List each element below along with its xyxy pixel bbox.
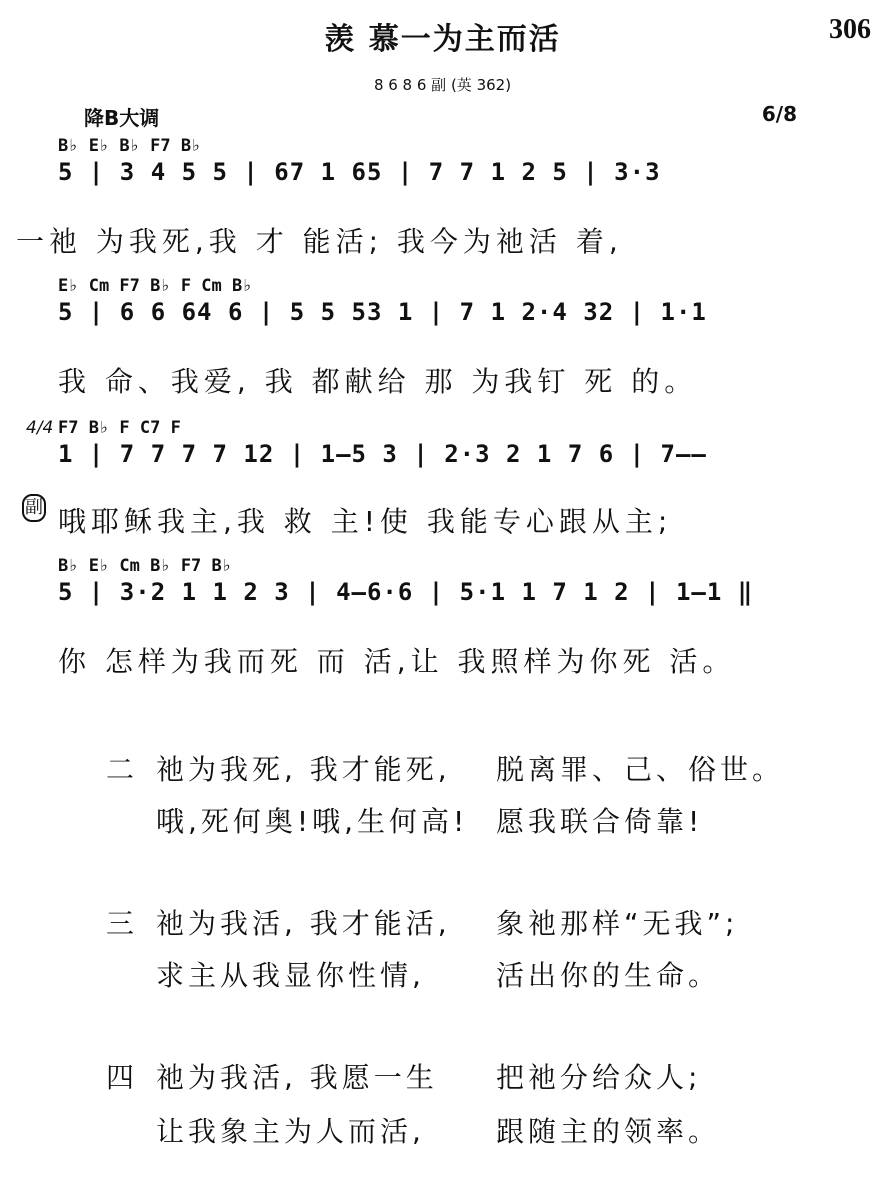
refrain-marker: 副 xyxy=(22,494,46,522)
page-number: 306 xyxy=(829,14,871,45)
notation-line: 5 | 6 6 64 6 | 5 5 53 1 | 7 1 2·4 32 | 1·1 xyxy=(58,298,707,326)
verse-number: 三 xyxy=(106,907,135,940)
hymn-title: 羡 慕一为主而活 xyxy=(324,22,561,57)
verse-line: 活出你的生命。 xyxy=(496,959,721,992)
notation-line: 1 | 7 7 7 7 12 | 1–5 3 | 2·3 2 1 7 6 | 7–– xyxy=(58,440,707,468)
verse-line: 脱离罪、己、俗世。 xyxy=(496,753,785,786)
lyric-line: 一祂 为我死,我 才 能活; 我今为祂活 着, xyxy=(16,225,623,258)
verse-line: 哦,死何奥!哦,生何高! xyxy=(156,805,469,838)
time-change: 4/4 xyxy=(26,418,54,438)
meter-info: 8 6 8 6 副 (英 362) xyxy=(373,76,512,94)
notation-line: 5 | 3·2 1 1 2 3 | 4–6·6 | 5·1 1 7 1 2 | 1–1 ‖ xyxy=(58,578,754,606)
verse-line: 象祂那样“无我”; xyxy=(496,907,739,940)
lyric-line: 哦耶稣我主,我 救 主!使 我能专心跟从主; xyxy=(58,505,673,538)
verse-line: 祂为我死, 我才能死, xyxy=(156,753,451,786)
lyric-line: 我 命、我爱, 我 都献给 那 为我钉 死 的。 xyxy=(58,365,698,398)
verse-line: 祂为我活, 我愿一生 xyxy=(156,1061,438,1094)
notation-line: 5 | 3 4 5 5 | 67 1 65 | 7 7 1 2 5 | 3·3 xyxy=(58,158,661,186)
time-signature: 6/8 xyxy=(761,102,797,126)
verse-line: 祂为我活, 我才能活, xyxy=(156,907,451,940)
verse-number: 二 xyxy=(106,753,135,786)
verse-number: 四 xyxy=(106,1061,135,1094)
chord-line: B♭ E♭ B♭ F7 B♭ xyxy=(58,136,202,156)
chord-line: E♭ Cm F7 B♭ F Cm B♭ xyxy=(58,276,253,296)
verse-line: 求主从我显你性情, xyxy=(156,959,425,992)
verse-line: 愿我联合倚靠! xyxy=(496,805,704,838)
verse-line: 把祂分给众人; xyxy=(496,1061,702,1094)
lyric-line: 你 怎样为我而死 而 活,让 我照样为你死 活。 xyxy=(58,645,736,678)
verse-line: 让我象主为人而活, xyxy=(156,1115,425,1148)
chord-line: F7 B♭ F C7 F xyxy=(58,418,181,438)
verse-line: 跟随主的领率。 xyxy=(496,1115,721,1148)
key-signature: 降B大调 xyxy=(84,106,160,130)
chord-line: B♭ E♭ Cm B♭ F7 B♭ xyxy=(58,556,232,576)
